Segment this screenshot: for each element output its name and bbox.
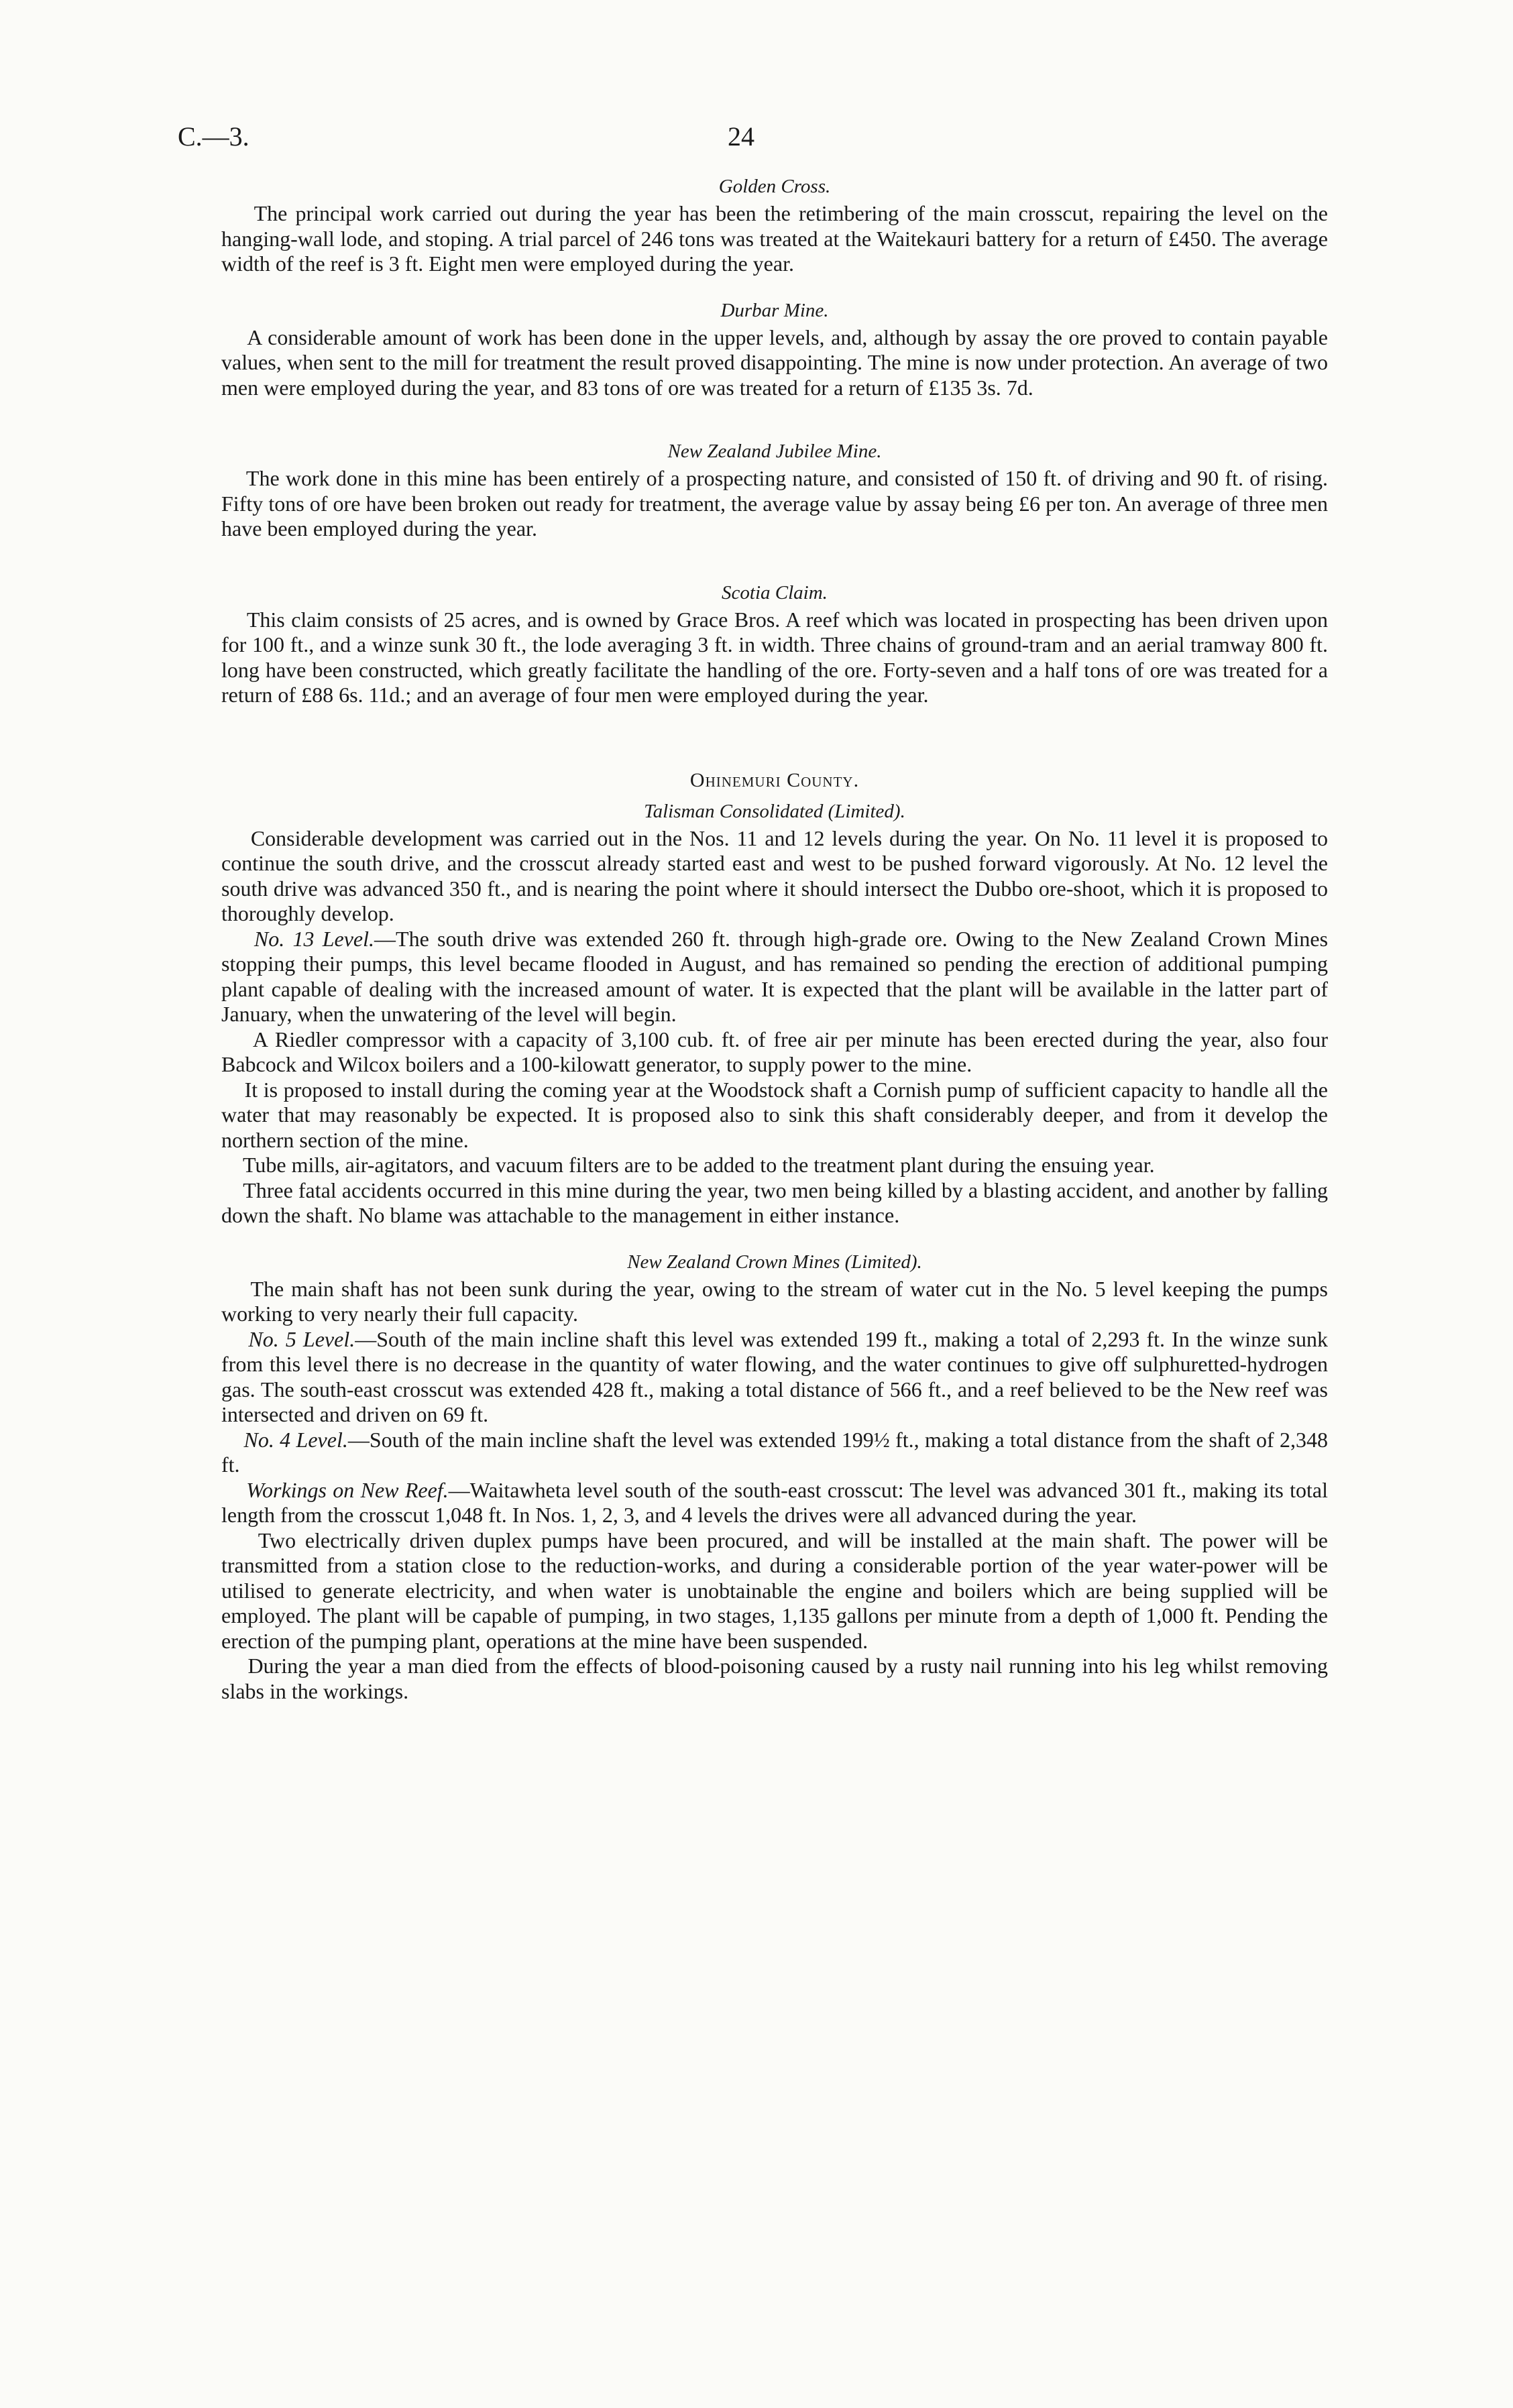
page-header <box>178 121 1328 168</box>
paragraph-text: Two electrically driven duplex pumps have been procured, and will be installed at the main shaft. The power will be transmitted from a station close to the reduction-works, and during a considerable portion of the year water-power will be utilised to generate electricity, and when water is unobtainable the engine and boilers which are being supplied will be employed. The plant will be capable of pumping, in two stages, 1,135 gallons per minute from a depth of 1,000 ft. Pending the erection of the pumping plant, operations at the mine have been suspended. <box>221 1528 1329 1653</box>
paragraph-text: The principal work carried out during the year has been the retimbering of the main crosscut, repairing the level on the hanging-wall lode, and stoping. A trial parcel of 246 tons was treated at the Waitekauri battery for a return of £450. The average width of the reef is 3 ft. Eight men were employed during the year. <box>221 201 1329 276</box>
paragraph <box>221 927 1328 1027</box>
paragraph-text: A Riedler compressor with a capacity of 3,100 cub. ft. of free air per minute has been erected during the year, also four Babcock and Wilcox boilers and a 100-kilowatt generator, to supply power to the mine. <box>221 1027 1329 1076</box>
paragraph-text: It is proposed to install during the coming year at the Woodstock shaft a Cornish pump of sufficient capacity to handle all the water that may reasonably be expected. It is proposed also to sink this shaft considerably deeper, and from it develop the northern section of the mine. <box>221 1077 1329 1152</box>
paragraph-text: Tube mills, air-agitators, and vacuum filters are to be added to the treatment plant during the ensuing year. <box>243 1153 1155 1177</box>
section-title-scotia: Scotia Claim. <box>722 581 828 604</box>
paragraph <box>221 1153 1328 1178</box>
paragraph-text: The main shaft has not been sunk during the year, owing to the stream of water cut in the No. 5 level keeping the pumps working to very nearly their full capacity. <box>221 1276 1329 1326</box>
paragraph <box>221 1528 1328 1654</box>
paragraph-label: Workings on New Reef. <box>246 1477 449 1502</box>
section-title-golden-cross: Golden Cross. <box>718 176 831 197</box>
section-title-nz-crown: New Zealand Crown Mines (Limited). <box>627 1251 922 1273</box>
paragraph <box>221 201 1328 277</box>
paragraph <box>221 325 1328 401</box>
section-title-durbar: Durbar Mine. <box>720 299 829 321</box>
document-code: C.—3. <box>178 121 249 152</box>
paragraph-text: A considerable amount of work has been done in the upper levels, and, although by assay the ore proved to contain payable values, when sent to the mill for treatment the result proved disappointing. The mine is now under protection. An average of two men were employed during the year, and 83 tons of ore was treated for a return of £135 3s. 7d. <box>221 325 1329 400</box>
paragraph <box>221 1654 1328 1704</box>
paragraph <box>221 1027 1328 1078</box>
section-title-talisman: Talisman Consolidated (Limited). <box>644 800 905 822</box>
page-content <box>178 121 1329 1704</box>
paragraph <box>221 1327 1328 1428</box>
paragraph-text: —South of the main incline shaft the level was extended 199½ ft., making a total distance from the shaft of 2,348 ft. <box>221 1427 1329 1477</box>
page-number: 24 <box>728 121 754 152</box>
paragraph-text: Considerable development was carried out in the Nos. 11 and 12 levels during the year. On No. 11 level it is proposed to continue the south drive, and the crosscut already started east and west to be pushed forward vigorously. At No. 12 level the south drive was advanced 350 ft., and is nearing the point where it should intersect the Dubbo ore-shoot, which it is proposed to thoroughly develop. <box>221 825 1329 925</box>
paragraph <box>221 826 1328 927</box>
paragraph-text: During the year a man died from the effects of blood-poisoning caused by a rusty nail running into his leg whilst removing slabs in the workings. <box>221 1654 1328 1703</box>
paragraph <box>221 1277 1328 1327</box>
paragraph-label: No. 13 Level. <box>254 926 375 951</box>
paragraph <box>221 608 1328 708</box>
county-title: Ohinemuri County. <box>689 768 860 791</box>
paragraph <box>221 466 1328 542</box>
paragraph <box>221 1428 1328 1478</box>
paragraph-text: Three fatal accidents occurred in this mine during the year, two men being killed by a blasting accident, and another by falling down the shaft. No blame was attachable to the management in either instance. <box>221 1178 1328 1227</box>
section-title-nz-jubilee: New Zealand Jubilee Mine. <box>667 441 882 462</box>
paragraph-text: —Waitawheta level south of the south-east crosscut: The level was advanced 301 ft., making its total length from the crosscut 1,048 ft. In Nos. 1, 2, 3, and 4 levels the drives were all advanced during the year. <box>221 1477 1329 1527</box>
paragraph-text: This claim consists of 25 acres, and is owned by Grace Bros. A reef which was located in prospecting has been driven upon for 100 ft., and a winze sunk 30 ft., the lode averaging 3 ft. in width. Three chains of ground-tram and an aerial tramway 800 ft. long have been constructed, which greatly facilitate the handling of the ore. Forty-seven and a half tons of ore was treated for a return of £88 6s. 11d.; and an average of four men were employed during the year. <box>221 607 1329 707</box>
paragraph <box>221 1478 1328 1528</box>
paragraph-text: The work done in this mine has been entirely of a prospecting nature, and consisted of 150 ft. of driving and 90 ft. of rising. Fifty tons of ore have been broken out ready for treatment, the average value by assay being £6 per ton. An average of three men have been employed during the year. <box>221 466 1329 540</box>
paragraph-label: No. 4 Level. <box>243 1427 348 1452</box>
paragraph <box>221 1178 1328 1228</box>
paragraph-label: No. 5 Level. <box>248 1326 355 1351</box>
paragraph-text: —South of the main incline shaft this level was extended 199 ft., making a total of 2,293 ft. In the winze sunk from this level there is no decrease in the quantity of water flowing, and the water continues to give off sulphuretted-hydrogen gas. The south-east crosscut was extended 428 ft., making a total distance of 566 ft., and a reef believed to be the New reef was intersected and driven on 69 ft. <box>221 1326 1329 1426</box>
paragraph <box>221 1078 1328 1153</box>
paragraph-text: —The south drive was extended 260 ft. through high-grade ore. Owing to the New Zealand Crown Mines stopping their pumps, this level became flooded in August, and has remained so pending the erection of additional pumping plant capable of dealing with the increased amount of water. It is expected that the plant will be available in the latter part of January, when the unwatering of the level will begin. <box>221 926 1329 1026</box>
